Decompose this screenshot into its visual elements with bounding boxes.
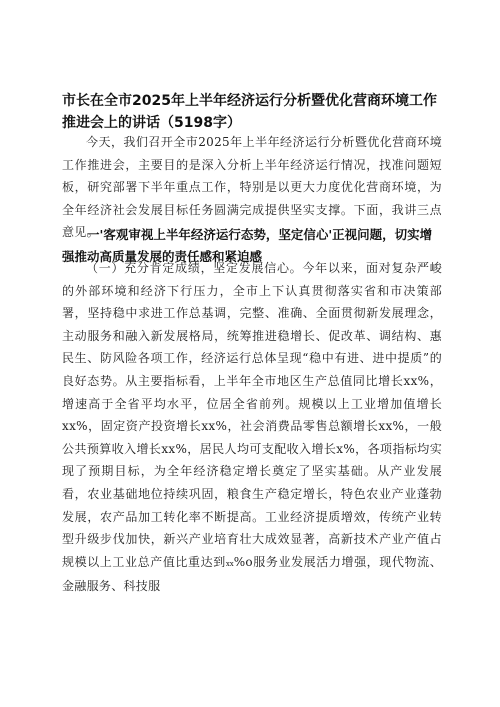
- section-paragraph: [62, 257, 442, 598]
- section-paragraph-tail: %o服务业发展活力增强，现代物流、金融服务、科技服: [62, 554, 442, 594]
- section-heading: 一'客观审视上半年经济运行态势，坚定信心'正视问题，切实增强推动高质量发展的责任感和紧迫感: [62, 227, 433, 264]
- section-paragraph-small-text: xx: [225, 559, 234, 568]
- section-paragraph-main: （一）充分肯定成绩，坚定发展信心。今年以来，面对复杂严峻的外部环境和经济下行压力，全市上下认真贯彻落实省和市决策部署，坚持稳中求进工作总基调，完整、准确、全面贯彻新发展理念，主动服务和融入新发展格局，统筹推进稳增长、促改革、调结构、惠民生、防风险各项工作，经济运行总体呈现“稳中有进、进中提质”的良好态势。从主要指标看，上半年全市地区生产总值同比增长xx%，增速高于全省平均水平，位居全省前列。规模以上工业增加值增长xx%，固定资产投资增长xx%，社会消费品零售总额增长xx%，一般公共预算收入增长xx%，居民人均可支配收入增长x%，各项指标均实现了预期目标，为全年经济稳定增长奠定了坚实基础。从产业发展看，农业基础地位持续巩固，粮食生产稳定增长，特色农业产业蓬勃发展，农产品加工转化率不断提高。工业经济提质增效，传统产业转型升级步伐加快，新兴产业培育壮大成效显著，高新技术产业产值占规模以上工业总产值比重达到: [62, 261, 442, 569]
- intro-paragraph: 今天，我们召开全市2025年上半年经济运行分析暨优化营商环境工作推进会，主要目的是深入分析上半年经济运行情况，找准问题短板，研究部署下半年重点工作，特别是以更大力度优化营商环境，为全年经济社会发展目标任务圆满完成提供坚实支撑。下面，我讲三点意见。: [62, 135, 442, 240]
- document-title: 市长在全市2025年上半年经济运行分析暨优化营商环境工作推进会上的讲话（5198字）: [62, 93, 437, 131]
